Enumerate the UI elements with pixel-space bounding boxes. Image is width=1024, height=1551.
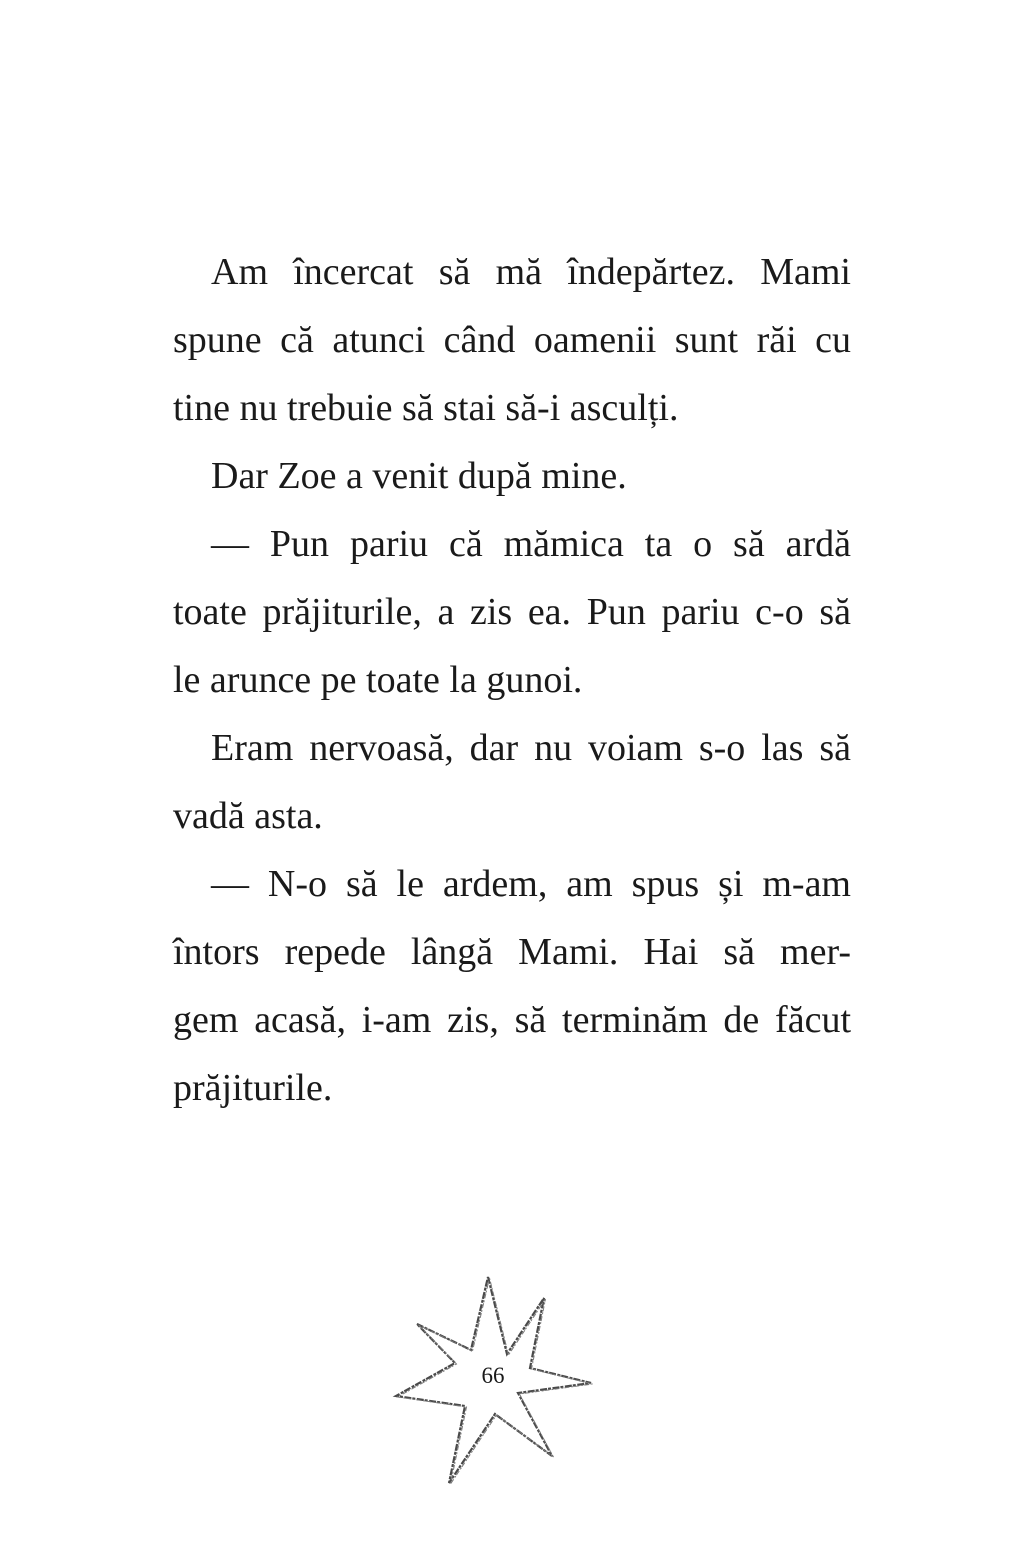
text-line: vadă asta. [173, 795, 323, 837]
text-line: tine nu trebuie să stai să-i asculți. [173, 387, 679, 429]
text-line: Eram nervoasă, dar nu voiam s-o las să [211, 727, 851, 769]
text-line: toate prăjiturile, a zis ea. Pun pariu c-o să [173, 591, 851, 633]
text-line: întors repede lângă Mami. Hai să mer- [173, 931, 851, 973]
text-line: Dar Zoe a venit după mine. [211, 455, 627, 497]
text-line: — N-o să le ardem, am spus și m-am [211, 863, 851, 905]
page-number-ornament [392, 1273, 594, 1487]
text-line: — Pun pariu că mămica ta o să ardă [211, 523, 851, 565]
text-line: Am încercat să mă îndepărtez. Mami [211, 251, 851, 293]
page-number: 66 [481, 1363, 505, 1388]
text-line: spune că atunci când oamenii sunt răi cu [173, 319, 851, 361]
text-line: le arunce pe toate la gunoi. [173, 659, 583, 701]
text-line: gem acasă, i-am zis, să terminăm de făcut [173, 999, 851, 1041]
body-text [173, 238, 851, 1122]
text-line: prăjiturile. [173, 1067, 333, 1109]
